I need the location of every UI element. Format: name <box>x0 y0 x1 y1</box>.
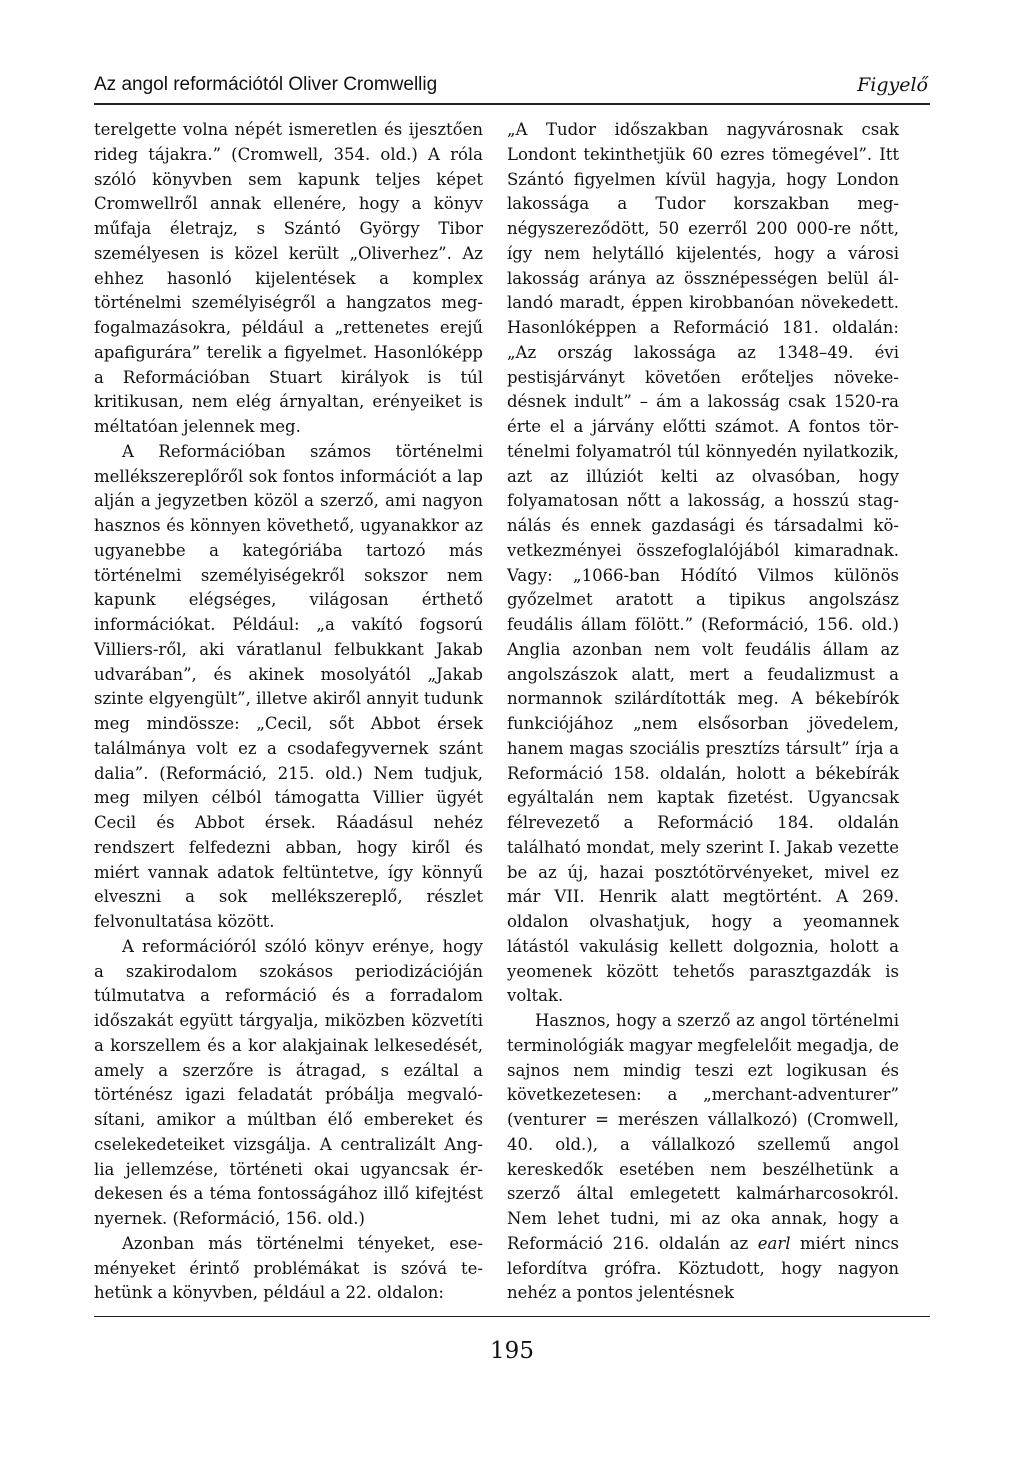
footer-divider <box>94 1316 930 1317</box>
paragraph: „A Tudor időszakban nagyvárosnak csak Londont tekinthetjük 60 ezres tömegével”. Itt Szántó figyelmen kívül hagyja, hogy London lakossága a Tudor korszakban megnégyszereződött, 50 ezerről 200 000-re nőtt, így nem helytálló kijelentés, hogy a városi lakosság aránya az össznépességen belül állandó maradt, éppen kirobbanóan növekedett. Hasonlóképpen a Reformáció 181. oldalán: „Az ország lakossága az 1348–49. évi pestisjárványt követően erőteljes növekedésnek indult” – ám a lakosság csak 1520-ra érte el a járvány előtti számot. A fontos történelmi folyamatról túl könnyedén nyilatkozik, azt az illúziót kelti az olvasóban, hogy folyamatosan nőtt a lakosság, a hosszú stagnálás és ennek gazdasági és társadalmi következményei összefoglalójából kimaradnak. Vagy: „1066-ban Hódító Vilmos különös győzelmet aratott a tipikus angolszász feudális állam fölött.” (Reformáció, 156. old.) Anglia azonban nem volt feudális állam az angolszászok alatt, mert a feudalizmust a normannok szilárdították meg. A békebírók funkciójához „nem elsősorban jövedelem, hanem magas szociális presztízs társult” írja a Reformáció 158. oldalán, holott a békebírák egyáltalán nem kaptak fizetést. Ugyancsak félrevezető a Reformáció 184. oldalán található mondat, mely szerint I. Jakab vezette be az új, hazai posztótörvényeket, mivel ez már VII. Henrik alatt megtörtént. A 269. oldalon olvashatjuk, hogy a yeomannek látástól vakulásig kellett dolgoznia, holott a yeomenek között tehetős parasztgazdák is voltak. <box>507 120 899 1006</box>
paragraph <box>507 1009 899 1306</box>
right-column <box>507 118 899 1306</box>
page-number: 195 <box>490 1338 534 1364</box>
header-divider <box>94 103 930 105</box>
paragraph-text: miért nincs lefordítva grófra. Köztudott, hogy nagyon nehéz a pontos jelentésnek <box>507 1233 899 1303</box>
paragraph: A reformációról szóló könyv erénye, hogy a szakirodalom szokásos periodizációján túlmutatva a reformáció és a forradalom időszakát együtt tárgyalja, miközben közvetíti a korszellem és a kor alakjainak lelkesedését, amely a szerzőre is átragad, s ezáltal a történész igazi feladatát próbálja megvalósítani, amikor a múltban élő embereket és cselekedeteiket vizsgálja. A centralizált Anglia jellemzése, történeti okai ugyancsak érdekesen és a téma fontosságához illő kifejtést nyernek. (Reformáció, 156. old.) <box>94 936 483 1228</box>
paragraph: Azonban más történelmi tényeket, eseményeket érintő problémákat is szóvá tehetünk a könyvben, például a 22. oldalon: <box>94 1233 483 1303</box>
running-header <box>94 74 928 102</box>
section-label: Figyelő <box>857 74 928 96</box>
paragraph-text: Hasznos, hogy a szerző az angol történelmi terminológiák magyar megfelelőit megadja, de sajnos nem mindig teszi ezt logikusan és következetesen: a „merchant-adventurer” (venturer = merészen vállalkozó) (Cromwell, 40. old.), a vállalkozó szellemű angol kereskedők esetében nem beszélhetünk a szerző által emlegetett kalmárharcosokról. Nem lehet tudni, mi az oka annak, hogy a Reformáció 216. oldalán az <box>507 1011 899 1253</box>
italic-term: earl <box>757 1233 791 1253</box>
paragraph: terelgette volna népét ismeretlen és ijesztően rideg tájakra.” (Cromwell, 354. old.) A róla szóló könyvben sem kapunk teljes képet Cromwellről annak ellenére, hogy a könyv műfaja életrajz, s Szántó György Tibor személyesen is közel került „Oliverhez”. Az ehhez hasonló kijelentések a komplex történelmi személyiségről a hangzatos megfogalmazásokra, például a „rettenetes erejű apafigurára” terelik a figyelmet. Hasonlóképp a Reformációban Stuart királyok is túl kritikusan, nem elég árnyaltan, erényeiket is méltatóan jelennek meg. <box>94 120 483 436</box>
left-column <box>94 118 483 1306</box>
paragraph: A Reformációban számos történelmi mellékszereplőről sok fontos információt a lap alján a jegyzetben közöl a szerző, ami nagyon hasznos és könnyen követhető, ugyanakkor az ugyanebbe a kategóriába tartozó más történelmi személyiségekről sokszor nem kapunk elégséges, világosan érthető információkat. Például: „a vakító fogsorú Villiers-ről, aki váratlanul felbukkant Jakab udvarában”, és akinek mosolyától „Jakab szinte elgyengült”, illetve akiről annyit tudunk meg mindössze: „Cecil, sőt Abbot érsek találmánya volt ez a csodafegyvernek szánt dalia”. (Reformáció, 215. old.) Nem tudjuk, meg milyen célból támogatta Villier ügyét Cecil és Abbot érsek. Ráadásul nehéz rendszert felfedezni abban, hogy kiről és miért vannak adatok feltüntetve, így könnyű elveszni a sok mellékszereplő, részlet felvonultatása között. <box>94 441 483 931</box>
running-title: Az angol reformációtól Oliver Cromwellig <box>94 74 438 95</box>
